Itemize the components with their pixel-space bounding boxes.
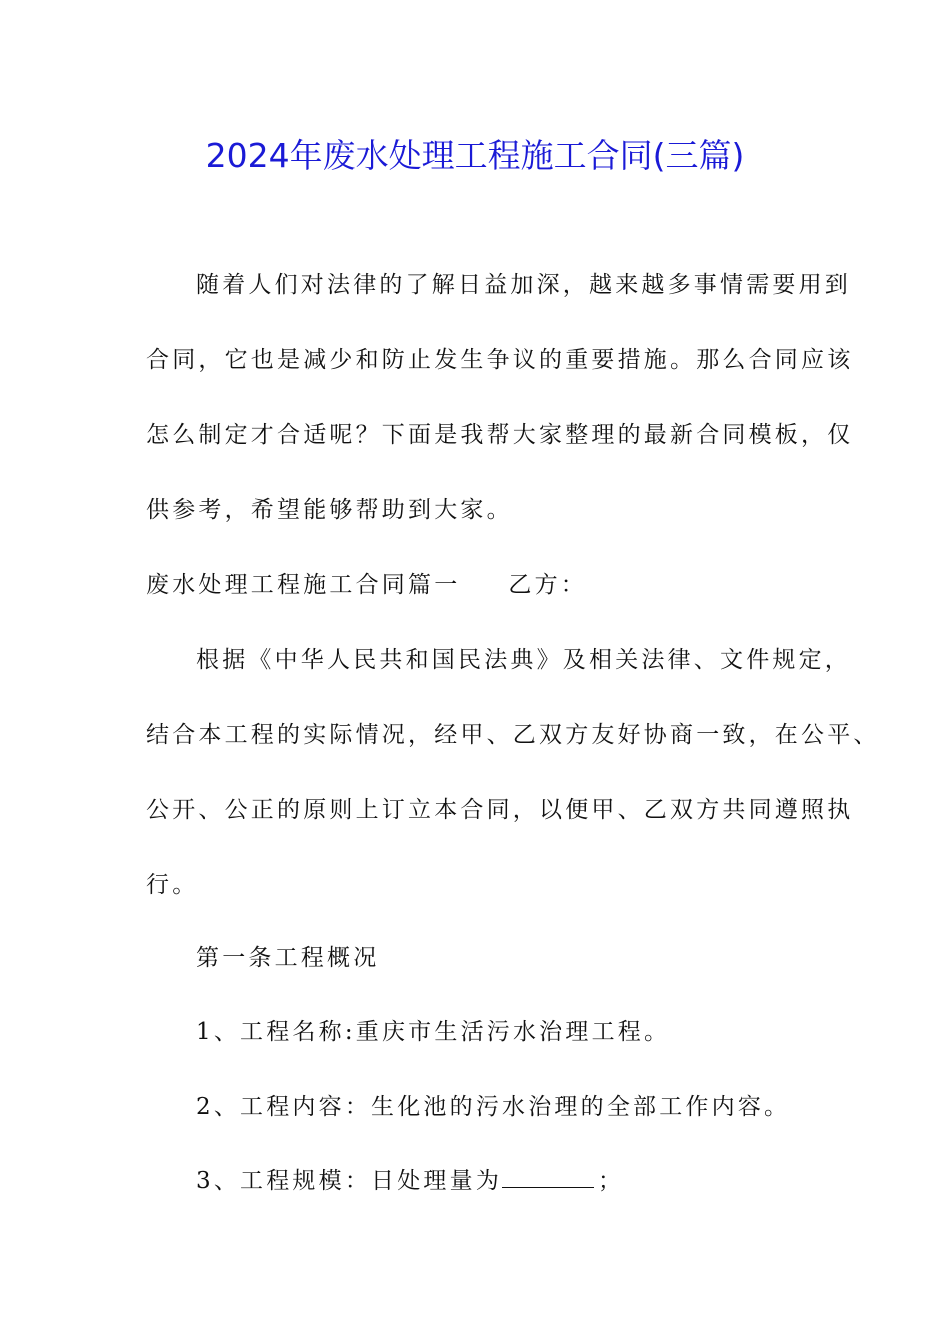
basis-line-2: 结合本工程的实际情况，经甲、乙双方友好协商一致，在公平、 [146,722,880,748]
document-title: 2024年废水处理工程施工合同(三篇) [205,136,745,175]
fill-in-blank [502,1167,594,1188]
item-3-project-scale [196,1166,624,1196]
item-3-prefix: 3、工程规模：日处理量为 [196,1168,503,1194]
section-heading-row [146,570,587,600]
intro-line-4: 供参考，希望能够帮助到大家。 [146,497,513,523]
intro-line-2: 合同，它也是减少和防止发生争议的重要措施。那么合同应该 [146,347,854,373]
basis-line-4: 行。 [146,872,199,898]
article-one-heading: 第一条工程概况 [196,945,380,971]
party-b-label: 乙方： [508,572,588,598]
basis-line-1: 根据《中华人民共和国民法典》及相关法律、文件规定， [196,647,851,673]
item-1-project-name: 1、工程名称:重庆市生活污水治理工程。 [196,1019,671,1045]
section-heading: 废水处理工程施工合同篇一 [146,572,461,598]
intro-line-1: 随着人们对法律的了解日益加深，越来越多事情需要用到 [196,272,851,298]
item-2-project-content: 2、工程内容：生化池的污水治理的全部工作内容。 [196,1094,791,1120]
intro-line-3: 怎么制定才合适呢？下面是我帮大家整理的最新合同模板，仅 [146,422,854,448]
item-3-suffix: ； [598,1168,625,1194]
basis-line-3: 公开、公正的原则上订立本合同，以便甲、乙双方共同遵照执 [146,797,854,823]
